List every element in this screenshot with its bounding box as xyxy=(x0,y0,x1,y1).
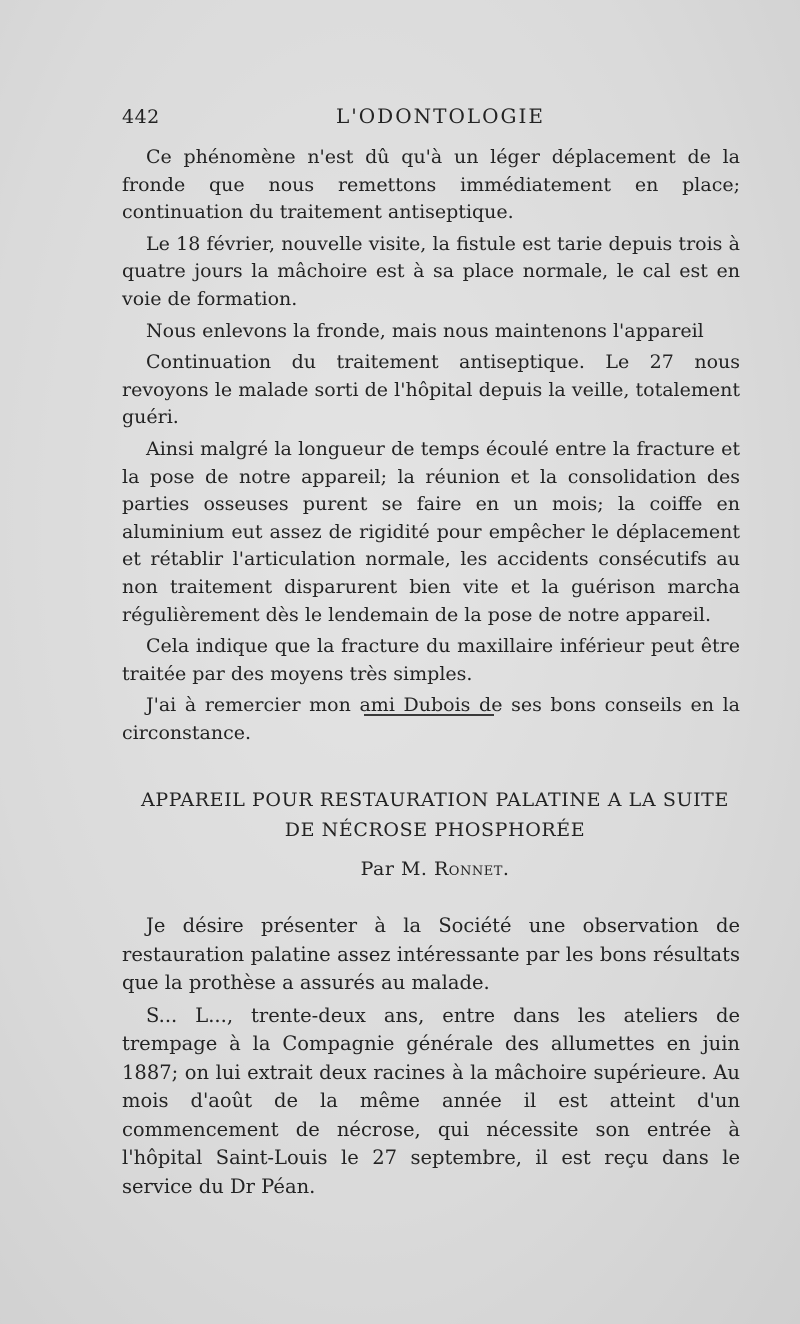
paragraph: J'ai à remercier mon ami Dubois de ses bons conseils en la circonstance. xyxy=(122,694,740,744)
paragraph: Cela indique que la fracture du maxillaire inférieur peut être traitée par des moyens très simples. xyxy=(122,635,740,685)
byline-prefix: Par M. xyxy=(360,858,428,880)
page-header xyxy=(122,100,742,130)
byline-author: Ronnet. xyxy=(434,858,510,880)
paragraph: Ce phénomène n'est dû qu'à un léger déplacement de la fronde que nous remettons immédiatement en place; continuation du traitement antiseptique. xyxy=(122,146,740,224)
running-head: L'ODONTOLOGIE xyxy=(336,104,545,128)
article-byline xyxy=(110,858,760,880)
article-title-line: APPAREIL POUR RESTAURATION PALATINE A LA SUITE xyxy=(141,789,729,811)
page-number: 442 xyxy=(122,106,160,128)
article-title-line: DE NÉCROSE PHOSPHORÉE xyxy=(284,819,586,841)
paragraph: Je désire présenter à la Société une observation de restauration palatine assez intéressante par les bons résultats que la prothèse a assurés au malade. xyxy=(122,914,740,994)
paragraph: S... L..., trente-deux ans, entre dans les ateliers de trempage à la Compagnie générale des allumettes en juin 1887; on lui extrait deux racines à la mâchoire supérieure. Au mois d'août de la même année il est atteint d'un commencement de nécrose, qui nécessite son entrée à l'hôpital Saint-Louis le 27 septembre, il est reçu dans le service du Dr Péan. xyxy=(122,1003,740,1198)
section-separator xyxy=(364,714,494,716)
upper-text-block xyxy=(122,144,740,751)
paragraph: Ainsi malgré la longueur de temps écoulé entre la fracture et la pose de notre appareil; la réunion et la consolidation des parties osseuses purent se faire en un mois; la coiffe en aluminium eut assez de rigidité pour empêcher le déplacement et rétablir l'articulation normale, les accidents consécutifs au non traitement disparurent bien vite et la guérison marcha régulièrement dès le lendemain de la pose de notre appareil. xyxy=(122,437,740,626)
paragraph: Nous enlevons la fronde, mais nous maintenons l'appareil xyxy=(146,319,704,342)
paragraph: Continuation du traitement antiseptique. Le 27 nous revoyons le malade sorti de l'hôpital depuis la veille, totalement guéri. xyxy=(122,351,740,429)
lower-text-block xyxy=(122,912,740,1205)
paragraph: Le 18 février, nouvelle visite, la fistule est tarie depuis trois à quatre jours la mâchoire est à sa place normale, le cal est en voie de formation. xyxy=(122,232,740,310)
article-title xyxy=(110,785,760,845)
